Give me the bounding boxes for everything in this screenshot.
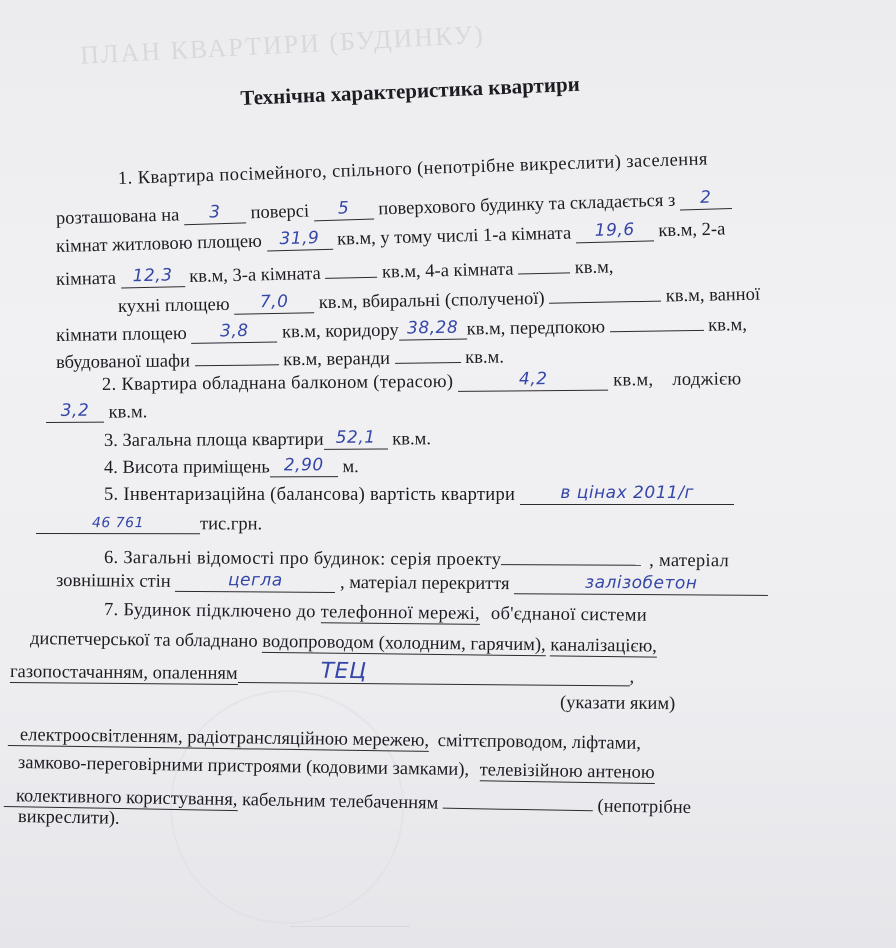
ceiling-material-field — [514, 573, 768, 596]
phone-network: телефонної мережі, — [320, 602, 481, 624]
living-area-field — [266, 229, 333, 252]
collective-use: колективного користування, — [4, 786, 238, 811]
veranda-field — [394, 342, 460, 364]
line-15 — [56, 570, 768, 597]
sewerage: каналізацією, — [550, 635, 657, 657]
heating-value: ТЕЦ — [320, 658, 367, 685]
line-8 — [102, 368, 742, 396]
living-area-label: кімнат житловою площею — [55, 231, 263, 257]
building-floors-label: поверхового будинку та складається з — [378, 190, 676, 220]
toilet-label: кв.м, вбиральні (сполученої) — [318, 288, 545, 314]
height-field — [270, 456, 338, 477]
ceiling-material-label: , матеріал перекриття — [339, 572, 510, 595]
toilet-field — [549, 281, 661, 304]
line-12 — [104, 484, 734, 506]
veranda-unit: кв.м. — [465, 347, 505, 368]
hallway-field — [609, 310, 703, 332]
line-7 — [56, 342, 504, 374]
line-18 — [10, 660, 634, 688]
room4-field — [518, 252, 570, 274]
bathroom-prefix: кв.м, ванної — [665, 284, 761, 307]
closet-label: вбудованої шафи — [55, 351, 191, 373]
heating-field — [238, 658, 630, 686]
rooms-value: 2 — [699, 187, 712, 208]
room3-label: кв.м, 3-а кімната — [189, 263, 322, 287]
bathroom-label: кімнати площею — [55, 323, 187, 346]
ceiling-material-value: залізобетон — [584, 572, 698, 594]
intercom-locks: замково-переговірними пристроями (кодовими замками), — [17, 753, 470, 781]
dispatch-system-label: об'єднаної системи — [490, 604, 648, 626]
line-19 — [560, 692, 675, 715]
equipped-with-label: диспетчерської та обладнано — [29, 629, 258, 652]
corridor-field — [399, 319, 467, 341]
line-1 — [118, 148, 708, 190]
height-label: 4. Висота приміщень — [103, 457, 270, 478]
connected-to-label: 7. Будинок підключено до — [103, 600, 316, 623]
loggia-field — [46, 402, 104, 423]
electric-radio: електроосвітленням, радіотрансляційною мережею, — [8, 725, 429, 752]
line-23 — [18, 806, 120, 830]
bathroom-field — [191, 322, 277, 344]
gas-heating-label: газопостачанням, опаленням — [9, 662, 238, 684]
floor-value: 3 — [208, 202, 221, 223]
inventory-value-field — [36, 513, 200, 534]
room1-field — [576, 220, 655, 243]
line-16 — [104, 599, 647, 627]
line-17 — [30, 628, 657, 658]
balcony-field — [458, 370, 608, 392]
inventory-value-unit: тис.грн. — [199, 514, 263, 535]
floor-label: поверсі — [250, 201, 310, 224]
prices-note-value: в цінах 2011/г — [560, 483, 694, 503]
project-series-label: 6. Загальні відомості про будинок: серія проекту — [103, 548, 502, 571]
line-10 — [104, 428, 431, 452]
specify-which-hint: (указати яким) — [559, 693, 676, 715]
corridor-value: 38,28 — [406, 317, 459, 339]
kitchen-field — [234, 292, 314, 315]
total-area-label: 3. Загальна площа квартири — [103, 429, 324, 451]
room-word: кімната — [55, 268, 117, 290]
faint-header-bleed: ПЛАН КВАРТИРИ (БУДИНКУ) — [79, 19, 486, 70]
room3-field — [325, 257, 377, 279]
line-20 — [8, 724, 641, 755]
wall-material-label: зовнішніх стін — [55, 571, 171, 592]
wall-material-field — [175, 571, 335, 593]
living-area-value: 31,9 — [279, 228, 320, 250]
kitchen-value: 7,0 — [259, 291, 289, 313]
height-unit: м. — [342, 457, 359, 478]
corridor-label: кв.м, коридору — [281, 320, 399, 343]
room2-value: 12,3 — [132, 265, 173, 287]
hallway-label: кв.м, передпокою — [466, 317, 606, 340]
prices-note-field — [520, 484, 734, 505]
located-on-label: розташована на — [55, 205, 180, 229]
heating-comma: , — [629, 667, 635, 688]
inventory-value-label: 5. Інвентаризаційна (балансова) вартість квартири — [104, 485, 516, 505]
rooms-field — [680, 188, 733, 211]
total-area-field — [324, 429, 388, 450]
height-value: 2,90 — [283, 455, 324, 476]
room2-prefix: кв.м, 2-а — [658, 219, 726, 242]
line-13 — [36, 513, 262, 535]
water-supply: водопроводом (холодним, гарячим), — [262, 631, 546, 656]
line-14 — [104, 542, 729, 572]
room1-value: 19,6 — [594, 219, 635, 241]
cable-tv-field — [443, 788, 593, 812]
tv-antenna: телевізійною антеною — [479, 760, 655, 783]
floors-total-field — [313, 199, 374, 222]
loggia-label: кв.м, лоджією — [613, 369, 742, 391]
loggia-unit: кв.м. — [108, 402, 148, 423]
balcony-label: 2. Квартира обладнана балконом (терасою) — [101, 371, 454, 395]
room4-label: кв.м, 4-а кімната — [381, 259, 514, 283]
line-11 — [104, 456, 359, 479]
total-area-unit: кв.м. — [392, 429, 432, 450]
apartment-type-text: 1. Квартира посімейного, спільного (непотрібне викреслити) заселення — [117, 149, 709, 189]
closet-field — [194, 344, 278, 366]
total-area-value: 52,1 — [335, 427, 376, 448]
hallway-unit: кв.м, — [708, 315, 748, 336]
line-9 — [46, 401, 147, 424]
veranda-label: кв.м, веранди — [283, 348, 391, 371]
cross-out-note: (непотрібне — [597, 796, 692, 818]
loggia-value: 3,2 — [60, 400, 90, 421]
inventory-value-value: 46 761 — [91, 515, 145, 532]
project-series-field — [501, 544, 641, 566]
room4-unit: кв.м, — [574, 257, 614, 279]
floor-field — [184, 202, 247, 225]
room2-field — [120, 266, 184, 288]
wall-material-value: цегла — [227, 570, 283, 591]
balcony-value: 4,2 — [518, 369, 548, 390]
cross-out-end: викреслити). — [17, 807, 120, 829]
floors-total-value: 5 — [337, 198, 350, 219]
kitchen-label: кухні площею — [117, 294, 230, 317]
material-label: , матеріал — [649, 550, 730, 572]
page-title: Технічна характеристика квартири — [240, 71, 581, 110]
bathroom-value: 3,8 — [219, 320, 249, 342]
faint-footer-mark — [290, 926, 410, 948]
room1-label: кв.м, у тому числі 1-а кімната — [336, 223, 572, 250]
cable-tv: кабельним телебаченням — [241, 790, 439, 814]
garbage-elevators: сміттєпроводом, ліфтами, — [437, 731, 642, 754]
